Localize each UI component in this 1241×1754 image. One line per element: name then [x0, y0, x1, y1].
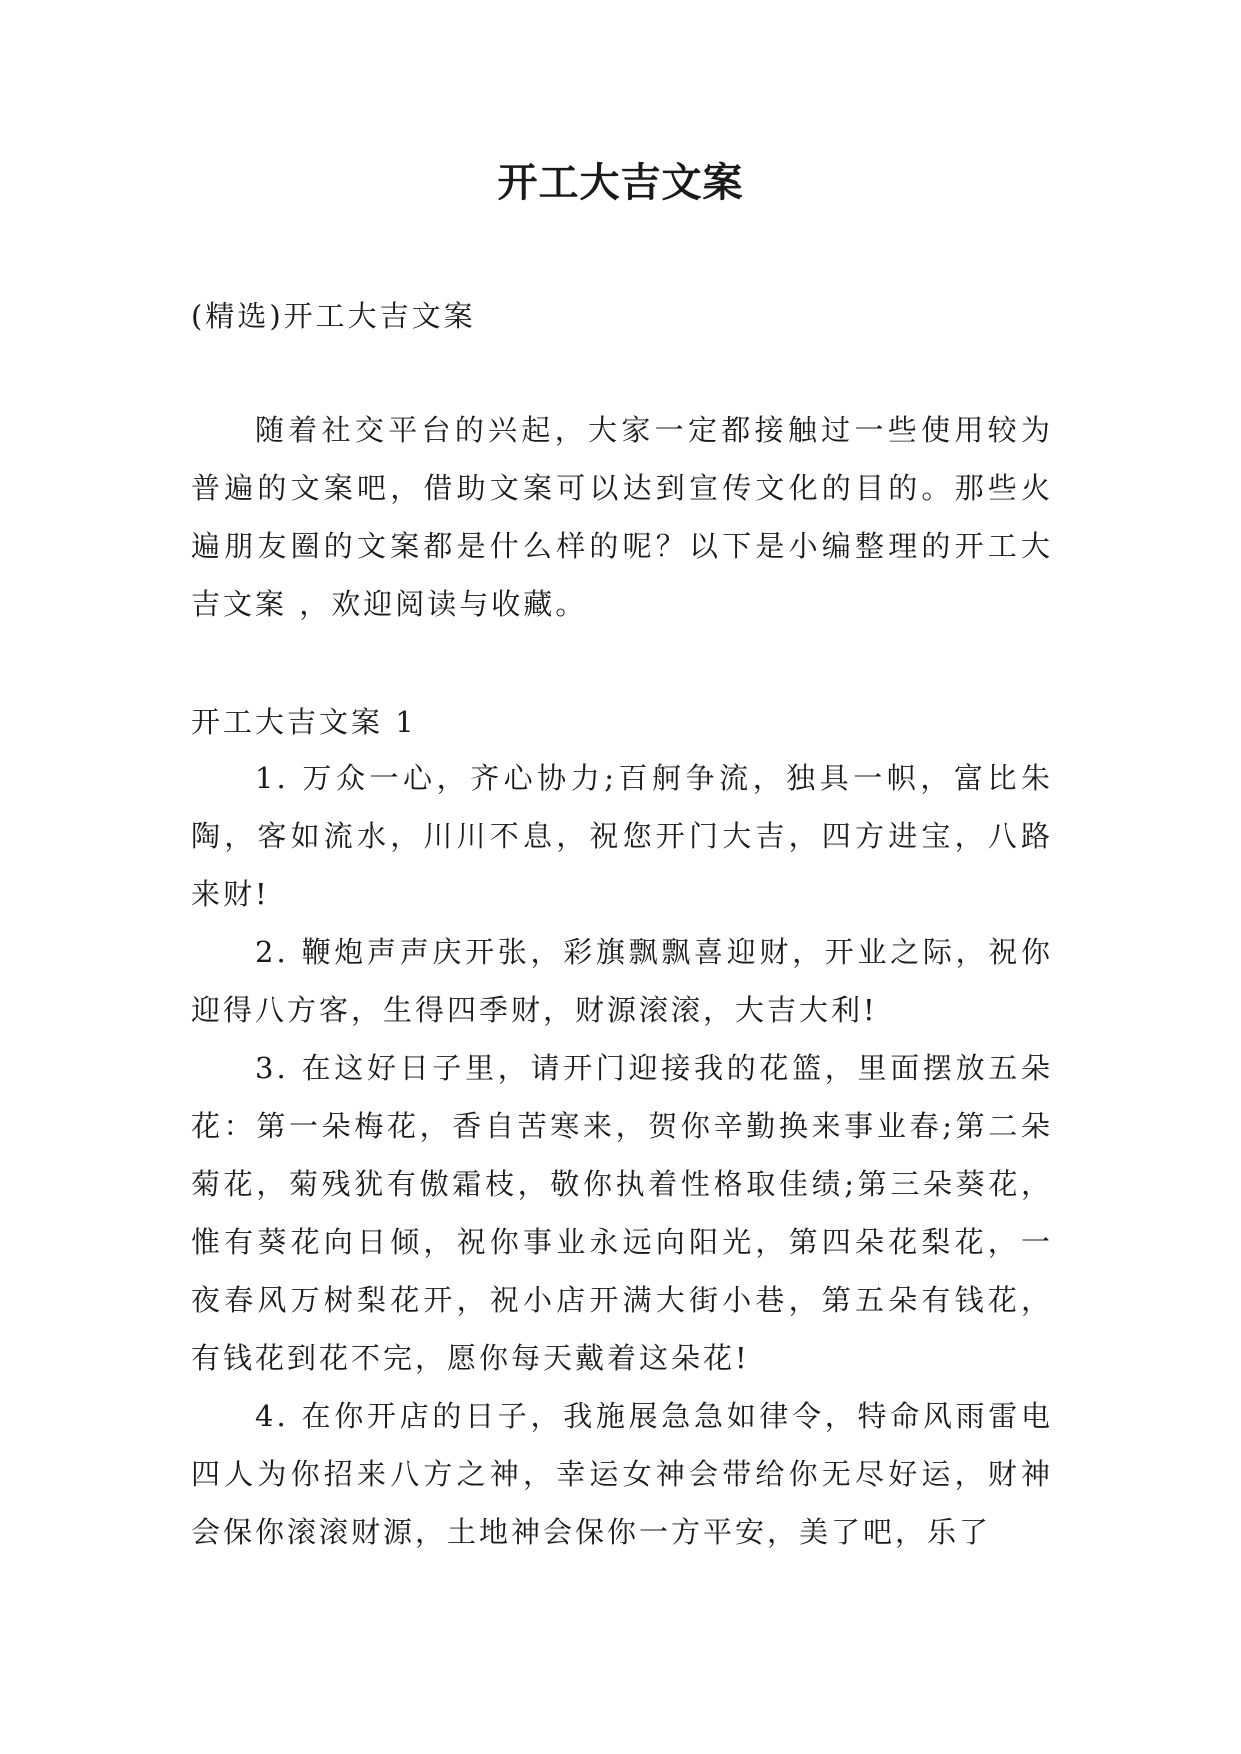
document-title: 开工大吉文案 — [497, 159, 744, 206]
list-item-2: 2. 鞭炮声声庆开张，彩旗飘飘喜迎财，开业之际，祝你迎得八方客，生得四季财，财源滚滚，大吉大利! — [191, 935, 1053, 1027]
intro-paragraph: 随着社交平台的兴起，大家一定都接触过一些使用较为普遍的文案吧，借助文案可以达到宣传文化的目的。那些火遍朋友圈的文案都是什么样的呢？以下是小编整理的开工大吉文案 ，欢迎阅读与收藏。 — [191, 413, 1053, 621]
document-subtitle: (精选)开工大吉文案 — [191, 299, 476, 333]
section-heading: 开工大吉文案 1 — [191, 705, 417, 739]
list-item-1: 1. 万众一心，齐心协力;百舸争流，独具一帜，富比朱陶，客如流水，川川不息，祝您开门大吉，四方进宝，八路来财! — [191, 761, 1053, 911]
item-list — [191, 749, 1053, 1561]
list-item-3: 3. 在这好日子里，请开门迎接我的花篮，里面摆放五朵花：第一朵梅花，香自苦寒来，贺你辛勤换来事业春;第二朵菊花，菊残犹有傲霜枝，敬你执着性格取佳绩;第三朵葵花，惟有葵花向日倾，祝你事业永远向阳光，第四朵花梨花，一夜春风万树梨花开，祝小店开满大街小巷，第五朵有钱花，有钱花到花不完，愿你每天戴着这朵花! — [191, 1051, 1053, 1375]
list-item-4: 4. 在你开店的日子，我施展急急如律令，特命风雨雷电四人为你招来八方之神，幸运女神会带给你无尽好运，财神会保你滚滚财源，土地神会保你一方平安，美了吧，乐了 — [191, 1399, 1053, 1549]
